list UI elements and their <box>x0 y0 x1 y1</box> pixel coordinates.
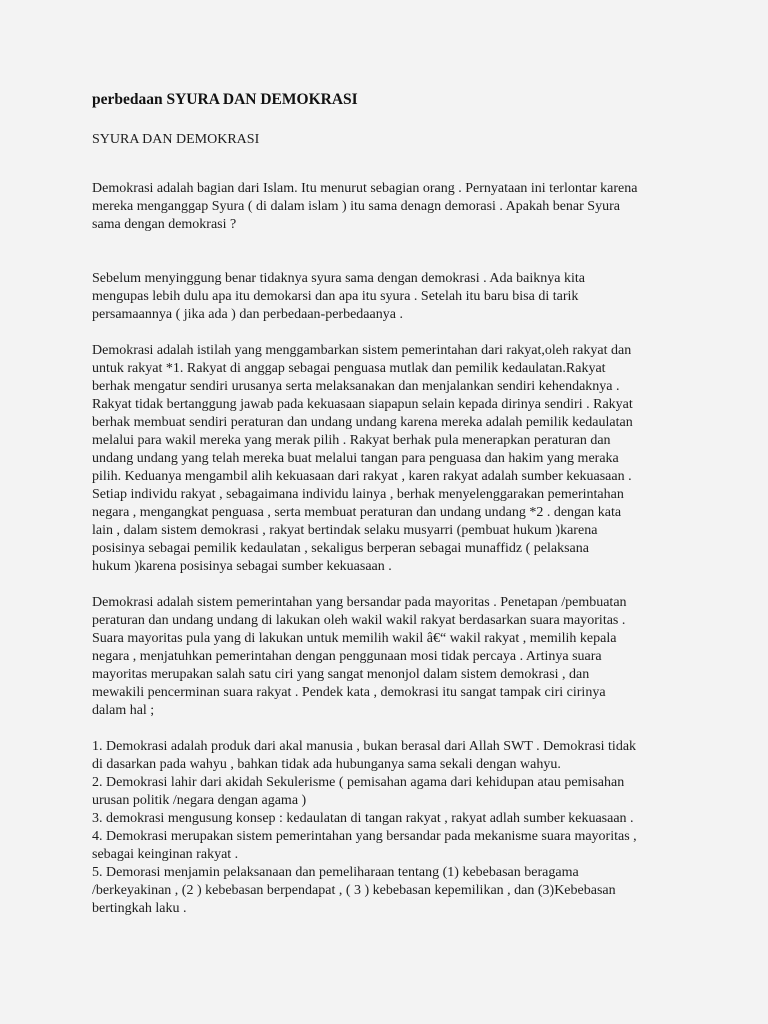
list-item: 4. Demokrasi merupakan sistem pemerintahan yang bersandar pada mekanisme suara mayoritas , sebagai keinginan rakyat . <box>92 829 637 862</box>
paragraph-democracy-majority: Demokrasi adalah sistem pemerintahan yang bersandar pada mayoritas . Penetapan /pembuatan peraturan dan undang undang di lakukan oleh wakil wakil rakyat berdasarkan suara mayoritas . Suara mayoritas pula yang di lakukan untuk memilih wakil â€“ wakil rakyat , memilih kepala negara , menjatuhkan pemerintahan dengan penggunaan mosi tidak percaya . Artinya suara mayoritas merupakan salah satu ciri yang sangat menonjol dalam sistem demokrasi , dan mewakili pencerminan suara rakyat . Pendek kata , demokrasi itu sangat tampak ciri cirinya dalam hal ; <box>92 595 627 718</box>
paragraph-democracy-definition: Demokrasi adalah istilah yang menggambarkan sistem pemerintahan dari rakyat,oleh rakyat dan untuk rakyat *1. Rakyat di anggap sebagai penguasa mutlak dan pemilik kedaulatan.Rakyat berhak mengatur sendiri urusanya serta melaksanakan dan menjalankan sendiri kehendaknya . Rakyat tidak bertanggung jawab pada kekuasaan siapapun selain kepada dirinya sendiri . Rakyat berhak membuat sendiri peraturan dan undang undang karena mereka adalah pemilik kedaulatan melalui para wakil mereka yang merak pilih . Rakyat berhak pula menerapkan peraturan dan undang undang yang telah mereka buat melalui tangan para penguasa dan hakim yang meraka pilih. Keduanya mengambil alih kekuasaan dari rakyat , karen rakyat adalah sumber kekuasaan . Setiap individu rakyat , sebagaimana individu lainya , berhak menyelenggarakan pemerintahan negara , mengangkat penguasa , serta membuat peraturan dan undang undang *2 . dengan kata lain , dalam sistem demokrasi , rakyat bertindak selaku musyarri (pembuat hukum )karena posisinya sebagai pemilik kedaulatan , sekaligus berperan sebagai munaffidz ( pelaksana hukum )karena posisinya sebagai sumber kekuasaan . <box>92 343 633 574</box>
list-item: 3. demokrasi mengusung konsep : kedaulatan di tangan rakyat , rakyat adlah sumber kekuasaan . <box>92 811 634 826</box>
list-item: 1. Demokrasi adalah produk dari akal manusia , bukan berasal dari Allah SWT . Demokrasi tidak di dasarkan pada wahyu , bahkan tidak ada hubunganya sama sekali dengan wahyu. <box>92 739 637 772</box>
paragraph-intro: Demokrasi adalah bagian dari Islam. Itu menurut sebagian orang . Pernyataan ini terlontar karena mereka menganggap Syura ( di dalam islam ) itu sama denagn demorasi . Apakah benar Syura sama dengan demokrasi ? <box>92 181 638 232</box>
list-item: 2. Demokrasi lahir dari akidah Sekulerisme ( pemisahan agama dari kehidupan atau pemisahan urusan politik /negara dengan agama ) <box>92 775 625 808</box>
paragraph-before-discussion: Sebelum menyinggung benar tidaknya syura sama dengan demokrasi . Ada baiknya kita mengupas lebih dulu apa itu demokarsi dan apa itu syura . Setelah itu baru bisa di tarik persamaannya ( jika ada ) dan perbedaan-perbedaanya . <box>92 271 585 322</box>
document-subtitle: SYURA DAN DEMOKRASI <box>92 132 260 147</box>
document-body <box>92 90 682 918</box>
document-title: perbedaan SYURA DAN DEMOKRASI <box>92 91 358 108</box>
democracy-characteristics-list <box>92 738 682 918</box>
list-item: 5. Demorasi menjamin pelaksanaan dan pemeliharaan tentang (1) kebebasan beragama /berkeyakinan , (2 ) kebebasan berpendapat , ( 3 ) kebebasan kepemilikan , dan (3)Kebebasan bertingkah laku . <box>92 865 616 916</box>
